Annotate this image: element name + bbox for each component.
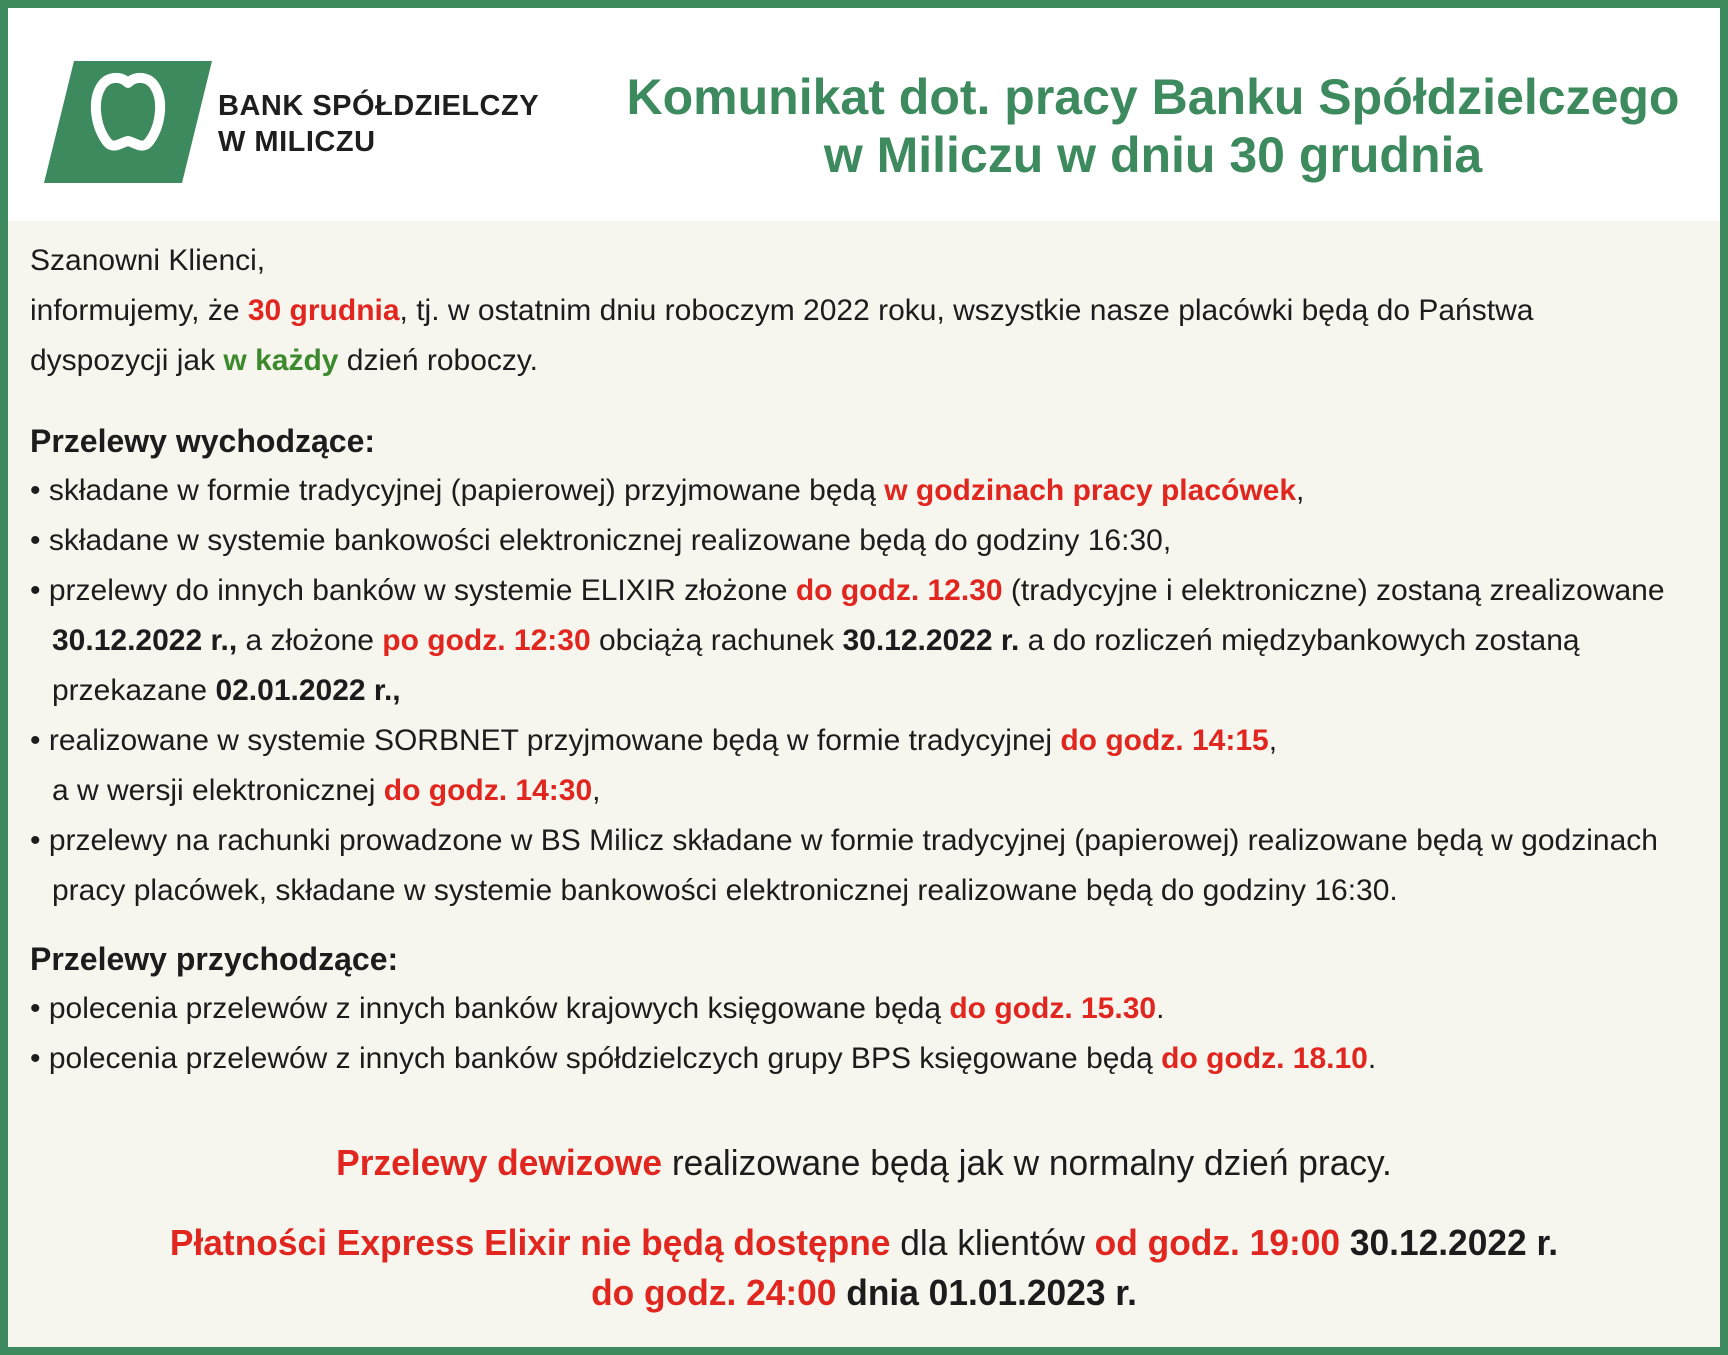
- text: (tradycyjne i elektroniczne) zostaną zrealizowane: [1002, 574, 1665, 607]
- red-highlight: do godz. 14:30: [383, 774, 593, 807]
- text: .: [1367, 1042, 1377, 1075]
- outgoing-heading: Przelewy wychodzące:: [30, 423, 376, 459]
- greeting: Szanowni Klienci,: [30, 244, 266, 277]
- text: a do rozliczeń międzybankowych zostaną: [1019, 624, 1580, 657]
- footer-line-2: [24, 1218, 1704, 1268]
- notice-footer: [8, 1138, 1720, 1318]
- incoming-bullet-2: [30, 1034, 1710, 1084]
- outgoing-bullet-3-cont-1: [30, 616, 1710, 666]
- text: ,: [592, 774, 601, 807]
- title-line-2: w Miliczu w dniu 30 grudnia: [823, 127, 1483, 183]
- text: dyspozycji jak: [30, 344, 224, 377]
- text: a złożone: [237, 624, 383, 657]
- outgoing-bullet-1: [30, 466, 1710, 516]
- bank-logo-icon: [44, 61, 212, 183]
- red-highlight: do godz. 24:00: [591, 1272, 837, 1313]
- bold-date: 02.01.2022 r.,: [215, 674, 401, 707]
- text: ,: [1268, 724, 1278, 757]
- spacer: [30, 386, 1710, 416]
- red-highlight: Przelewy dewizowe: [336, 1142, 663, 1183]
- outgoing-bullet-4-cont: [30, 766, 1710, 816]
- text: • składane w formie tradycyjnej (papierowej) przyjmowane będą: [30, 474, 885, 507]
- text: przekazane: [52, 674, 216, 707]
- page-title: [598, 68, 1708, 184]
- text: realizowane będą jak w normalny dzień pracy.: [662, 1142, 1392, 1183]
- header: [8, 8, 1720, 221]
- text: obciążą rachunek: [590, 624, 843, 657]
- outgoing-bullet-3-cont-2: [30, 666, 1710, 716]
- outgoing-bullet-4: [30, 716, 1710, 766]
- red-highlight: Płatności Express Elixir nie będą dostępne: [169, 1222, 891, 1263]
- outgoing-bullet-2: • składane w systemie bankowości elektronicznej realizowane będą do godziny 16:30,: [30, 524, 1172, 557]
- spacer: [8, 1188, 1720, 1218]
- red-highlight: w godzinach pracy placówek: [884, 474, 1297, 507]
- text: , tj. w ostatnim dniu roboczym 2022 roku, wszystkie nasze placówki będą do Państwa: [399, 294, 1534, 327]
- text: • polecenia przelewów z innych banków spółdzielczych grupy BPS księgowane będą: [30, 1042, 1162, 1075]
- date-highlight: 30 grudnia: [247, 294, 400, 327]
- text: informujemy, że: [30, 294, 248, 327]
- bold-date: 30.12.2022 r.: [1340, 1222, 1559, 1263]
- spacer: [30, 916, 1710, 934]
- bank-logo-text: [218, 88, 539, 160]
- bold-date: dnia 01.01.2023 r.: [836, 1272, 1137, 1313]
- outgoing-bullet-5-cont: pracy placówek, składane w systemie bankowości elektronicznej realizowane będą do godziny 16:30.: [52, 874, 1398, 907]
- footer-line-3: [24, 1268, 1704, 1318]
- text: • przelewy do innych banków w systemie ELIXIR złożone: [30, 574, 796, 607]
- logo-line-1: BANK SPÓŁDZIELCZY: [218, 90, 540, 122]
- intro-line-2: [30, 286, 1710, 336]
- text: dla klientów: [890, 1222, 1095, 1263]
- red-highlight: do godz. 15.30: [949, 992, 1157, 1025]
- logo-line-2: W MILICZU: [218, 126, 376, 158]
- red-highlight: od godz. 19:00: [1094, 1222, 1341, 1263]
- outgoing-bullet-5: • przelewy na rachunki prowadzone w BS Milicz składane w formie tradycyjnej (papierowej) realizowane będą w godzinach: [30, 824, 1658, 857]
- red-highlight: do godz. 18.10: [1161, 1042, 1368, 1075]
- red-highlight: po godz. 12:30: [382, 624, 591, 657]
- text: .: [1156, 992, 1165, 1025]
- incoming-bullet-1: [30, 984, 1710, 1034]
- intro-line-3: [30, 336, 1710, 386]
- text: • realizowane w systemie SORBNET przyjmowane będą w formie tradycyjnej: [30, 724, 1061, 757]
- red-highlight: do godz. 14:15: [1060, 724, 1269, 757]
- text: a w wersji elektronicznej: [52, 774, 384, 807]
- footer-line-1: [24, 1138, 1704, 1188]
- outgoing-bullet-3: [30, 566, 1710, 616]
- text: ,: [1296, 474, 1305, 507]
- red-highlight: do godz. 12.30: [795, 574, 1003, 607]
- green-highlight: w każdy: [223, 344, 339, 377]
- text: dzień roboczy.: [338, 344, 539, 377]
- notice-body: [30, 236, 1710, 1084]
- bold-date: 30.12.2022 r.: [842, 624, 1020, 657]
- incoming-heading: Przelewy przychodzące:: [30, 941, 399, 977]
- bold-date: 30.12.2022 r.,: [52, 624, 238, 657]
- title-line-1: Komunikat dot. pracy Banku Spółdzielczego: [626, 69, 1680, 125]
- text: • polecenia przelewów z innych banków krajowych księgowane będą: [30, 992, 950, 1025]
